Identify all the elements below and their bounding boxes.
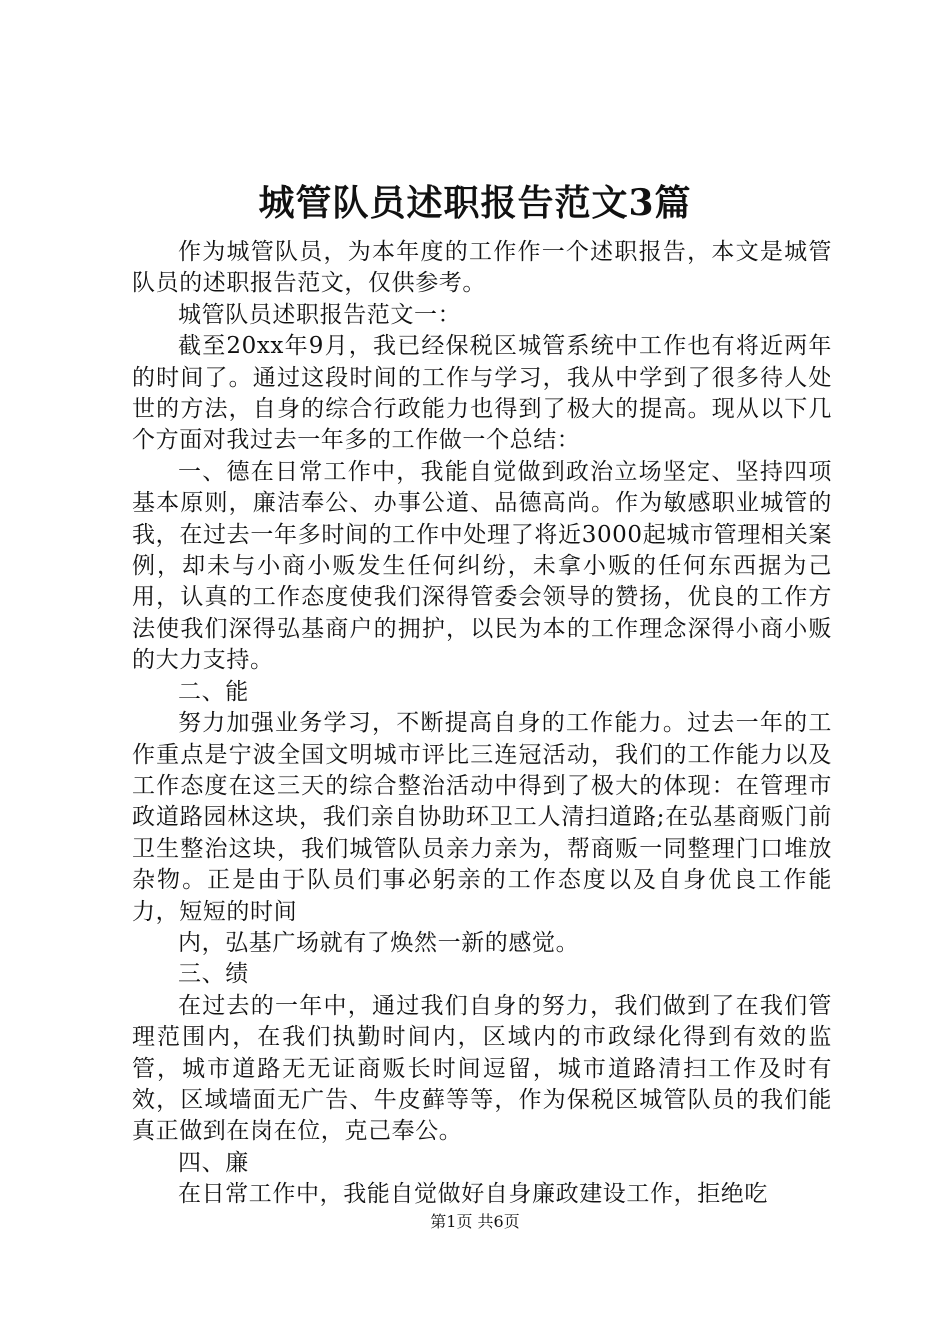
paragraph-section-integrity: 在日常工作中，我能自觉做好自身廉政建设工作，拒绝吃 [178, 1181, 768, 1208]
paragraph-section-morality: 一、德在日常工作中，我能自觉做到政治立场坚定、坚持四项基本原则，廉洁奉公、办事公道、品德高尚。作为敏感职业城管的我，在过去一年多时间的工作中处理了将近3000起城市管理相关案例，却未与小商小贩发生任何纠纷，未拿小贩的任何东西据为己用，认真的工作态度使我们深得管委会领导的赞扬，优良的工作方法使我们深得弘基商户的拥护，以民为本的工作理念深得小商小贩的大力支持。 [132, 458, 832, 674]
paragraph-ability-continued: 内，弘基广场就有了焕然一新的感觉。 [178, 929, 580, 956]
document-title: 城管队员述职报告范文3篇 [258, 182, 692, 224]
page-number-footer: 第1页 共6页 [430, 1212, 520, 1231]
paragraph-heading-integrity: 四、廉 [178, 1149, 249, 1176]
paragraph-heading-sample-one: 城管队员述职报告范文一： [178, 301, 462, 328]
paragraph-section-ability: 努力加强业务学习，不断提高自身的工作能力。过去一年的工作重点是宁波全国文明城市评比三连冠活动，我们的工作能力以及工作态度在这三天的综合整治活动中得到了极大的体现：在管理市政道路园林这块，我们亲自协助环卫工人清扫道路;在弘基商贩门前卫生整治这块，我们城管队员亲力亲为，帮商贩一同整理门口堆放杂物。正是由于队员们事必躬亲的工作态度以及自身优良工作能力，短短的时间 [132, 710, 832, 925]
paragraph-summary: 截至20xx年9月，我已经保税区城管系统中工作也有将近两年的时间了。通过这段时间的工作与学习，我从中学到了很多待人处世的方法，自身的综合行政能力也得到了极大的提高。现从以下几个方面对我过去一年多的工作做一个总结： [132, 333, 832, 454]
paragraph-heading-ability: 二、能 [178, 678, 249, 705]
paragraph-intro: 作为城管队员，为本年度的工作作一个述职报告，本文是城管队员的述职报告范文，仅供参考。 [132, 239, 832, 297]
paragraph-section-achievement: 在过去的一年中，通过我们自身的努力，我们做到了在我们管理范围内，在我们执勤时间内，区域内的市政绿化得到有效的监管，城市道路无无证商贩长时间逗留，城市道路清扫工作及时有效，区域墙面无广告、牛皮藓等等，作为保税区城管队员的我们能真正做到在岗在位，克己奉公。 [132, 992, 832, 1145]
document-body [132, 237, 832, 1211]
paragraph-heading-achievement: 三、绩 [178, 961, 249, 988]
